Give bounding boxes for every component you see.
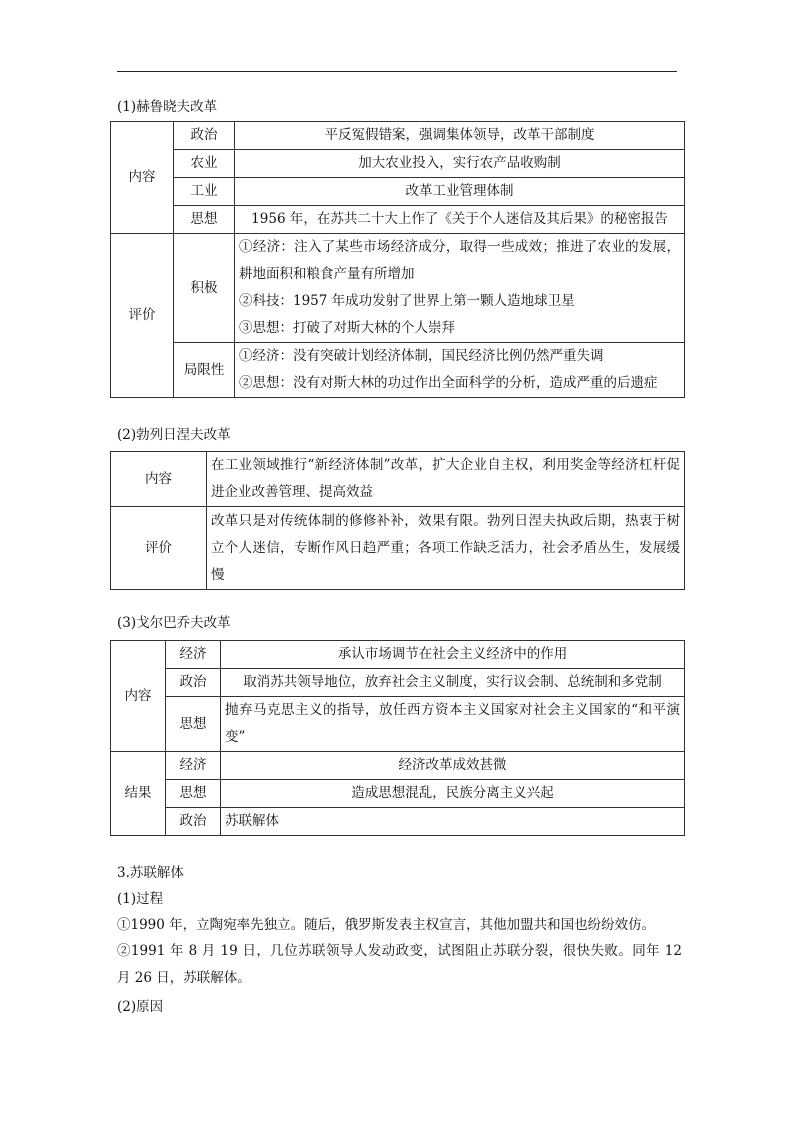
process-paragraph-2: ②1991 年 8 月 19 日，几位苏联领导人发动政变，试图阻止苏联分裂，很快失败。同年 12 月 26 日，苏联解体。	[117, 943, 682, 986]
limit-cell	[235, 343, 685, 398]
positive-item: ②科技：1957 年成功发射了世界上第一颗人造地球卫星	[239, 293, 575, 309]
row-label: 思想	[174, 206, 235, 234]
row-text: 取消苏共领导地位，放弃社会主义制度，实行议会制、总统制和多党制	[221, 669, 685, 697]
row-text: 平反冤假错案，强调集体领导，改革干部制度	[235, 122, 685, 150]
row-text: 经济改革成效甚微	[221, 752, 685, 780]
process-paragraph-1: ①1990 年，立陶宛率先独立。随后，俄罗斯发表主权宣言，其他加盟共和国也纷纷效仿。	[117, 917, 656, 933]
content-label: 内容	[111, 641, 166, 752]
brezhnev-table	[110, 451, 685, 590]
positive-item: ③思想：打破了对斯大林的个人崇拜	[239, 320, 455, 336]
limit-label: 局限性	[174, 343, 235, 398]
row-label: 农业	[174, 150, 235, 178]
row-text: 抛弃马克思主义的指导，放任西方资本主义国家对社会主义国家的“和平演变”	[221, 697, 685, 752]
positive-item: ①经济：注入了某些市场经济成分，取得一些成效；推进了农业的发展，耕地面积和粮食产量有所增加	[239, 239, 680, 282]
row-label: 工业	[174, 178, 235, 206]
gorbachev-heading: (3)戈尔巴乔夫改革	[117, 615, 231, 631]
row-text: 造成思想混乱，民族分离主义兴起	[221, 780, 685, 808]
brezhnev-heading: (2)勃列日涅夫改革	[117, 427, 231, 443]
header-rule	[117, 71, 677, 72]
row-text: 改革工业管理体制	[235, 178, 685, 206]
row-text: 承认市场调节在社会主义经济中的作用	[221, 641, 685, 669]
dissolution-heading: 3.苏联解体	[117, 865, 184, 881]
row-label: 经济	[166, 641, 221, 669]
khrushchev-heading: (1)赫鲁晓夫改革	[117, 99, 218, 115]
row-label: 评价	[111, 507, 207, 590]
row-text: 1956 年，在苏共二十大上作了《关于个人迷信及其后果》的秘密报告	[235, 206, 685, 234]
gorbachev-table	[110, 640, 685, 836]
row-label: 政治	[166, 669, 221, 697]
positive-cell	[235, 234, 685, 343]
eval-label: 评价	[111, 234, 174, 398]
row-text: 在工业领域推行“新经济体制”改革，扩大企业自主权，利用奖金等经济杠杆促进企业改善管理、提高效益	[207, 452, 685, 507]
row-label: 经济	[166, 752, 221, 780]
row-label: 思想	[166, 697, 221, 752]
row-label: 思想	[166, 780, 221, 808]
limit-item: ②思想：没有对斯大林的功过作出全面科学的分析，造成严重的后遗症	[239, 375, 658, 391]
row-text: 加大农业投入，实行农产品收购制	[235, 150, 685, 178]
row-label: 内容	[111, 452, 207, 507]
row-label: 政治	[174, 122, 235, 150]
content-label: 内容	[111, 122, 174, 234]
row-text: 改革只是对传统体制的修修补补，效果有限。勃列日涅夫执政后期，热衷于树立个人迷信，专断作风日趋严重；各项工作缺乏活力，社会矛盾丛生，发展缓慢	[207, 507, 685, 590]
process-subheading: (1)过程	[117, 891, 164, 907]
limit-item: ①经济：没有突破计划经济体制，国民经济比例仍然严重失调	[239, 348, 604, 364]
row-text: 苏联解体	[221, 808, 685, 836]
khrushchev-table	[110, 121, 685, 398]
causes-subheading: (2)原因	[117, 999, 164, 1015]
positive-label: 积极	[174, 234, 235, 343]
row-label: 政治	[166, 808, 221, 836]
result-label: 结果	[111, 752, 166, 836]
